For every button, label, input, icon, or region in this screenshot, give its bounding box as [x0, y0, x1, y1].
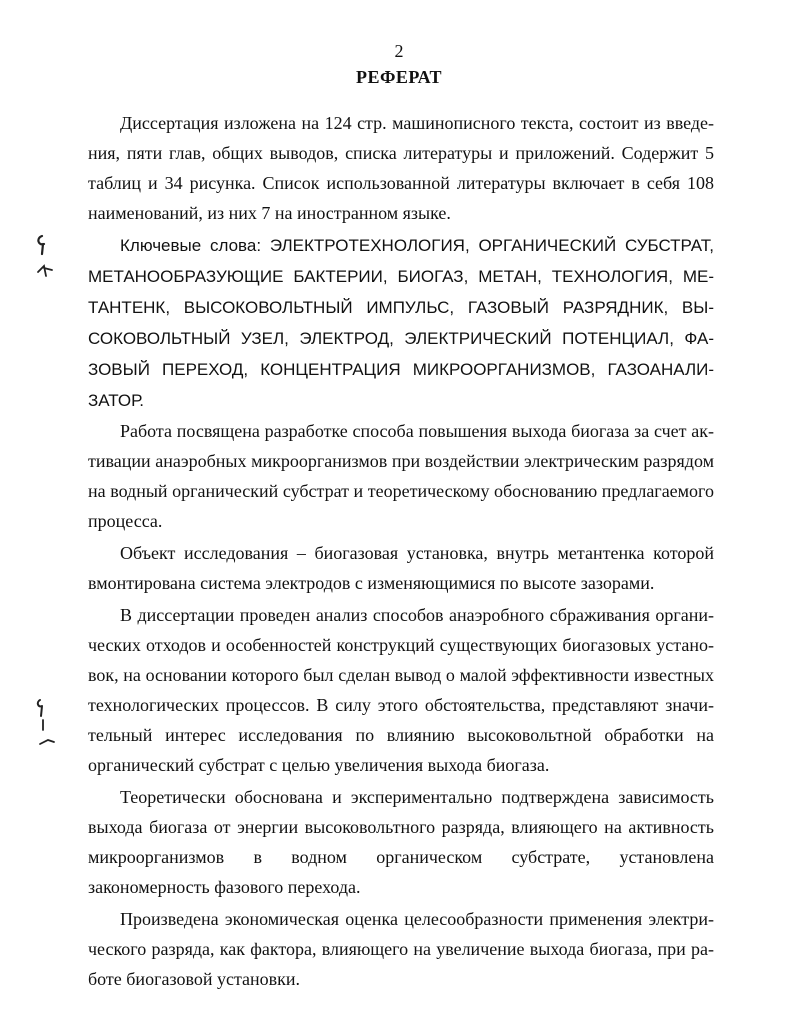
paragraph-scope: Диссертация изложена на 124 стр. машинописного текста, состоит из введения, пяти глав, общих выводов, списка литературы и приложений. Содержит 5 таблиц и 34 рисунка. Список использованной литературы включает в себя 108 наименований, из них 7 на иностранном языке.	[88, 113, 714, 223]
paragraph-economics: Произведена экономическая оценка целесообразности применения электрического разряда, как фактора, влияющего на увеличение выхода биогаза, при работе биогазовой установки.	[88, 909, 714, 989]
paragraph-keywords: Ключевые слова: ЭЛЕКТРОТЕХНОЛОГИЯ, ОРГАНИЧЕСКИЙ СУБСТРАТ, МЕТАНООБРАЗУЮЩИЕ БАКТЕРИИ, БИОГАЗ, МЕТАН, ТЕХНОЛОГИЯ, МЕТАНТЕНК, ВЫСОКОВОЛЬТНЫЙ ИМПУЛЬС, ГАЗОВЫЙ РАЗРЯДНИК, ВЫСОКОВОЛЬТНЫЙ УЗЕЛ, ЭЛЕКТРОД, ЭЛЕКТРИЧЕСКИЙ ПОТЕНЦИАЛ, ФАЗОВЫЙ ПЕРЕХОД, КОНЦЕНТРАЦИЯ МИКРООРГАНИЗМОВ, ГАЗОАНАЛИЗАТОР.	[88, 236, 714, 410]
abstract-body	[88, 108, 714, 994]
margin-mark-icon	[30, 694, 60, 750]
paragraph-theory: Теоретически обоснована и экспериментально подтверждена зависимость выхода биогаза от энергии высоковольтного разряда, влияющего на активность микроорганизмов в водном органическом субстрате, установлена закономерность фазового перехода.	[88, 787, 714, 897]
paragraph-object: Объект исследования – биогазовая установка, внутрь метантенка которой вмонтирована система электродов с изменяющимися по высоте зазорами.	[88, 543, 714, 593]
page-title: РЕФЕРАТ	[355, 67, 443, 87]
margin-mark-icon	[30, 232, 60, 284]
page-number: 2	[394, 41, 404, 61]
paragraph-analysis: В диссертации проведен анализ способов анаэробного сбраживания органических отходов и особенностей конструкций существующих биогазовых установок, на основании которого был сделан вывод о малой эффективности известных технологических процессов. В силу этого обстоятельства, представляют значительный интерес исследования по влиянию высоковольтной обработки на органический субстрат с целью увеличения выхода биогаза.	[88, 605, 714, 775]
paragraph-purpose: Работа посвящена разработке способа повышения выхода биогаза за счет активации анаэробных микроорганизмов при воздействии электрическим разрядом на водный органический субстрат и теоретическому обоснованию предлагаемого процесса.	[88, 421, 714, 531]
